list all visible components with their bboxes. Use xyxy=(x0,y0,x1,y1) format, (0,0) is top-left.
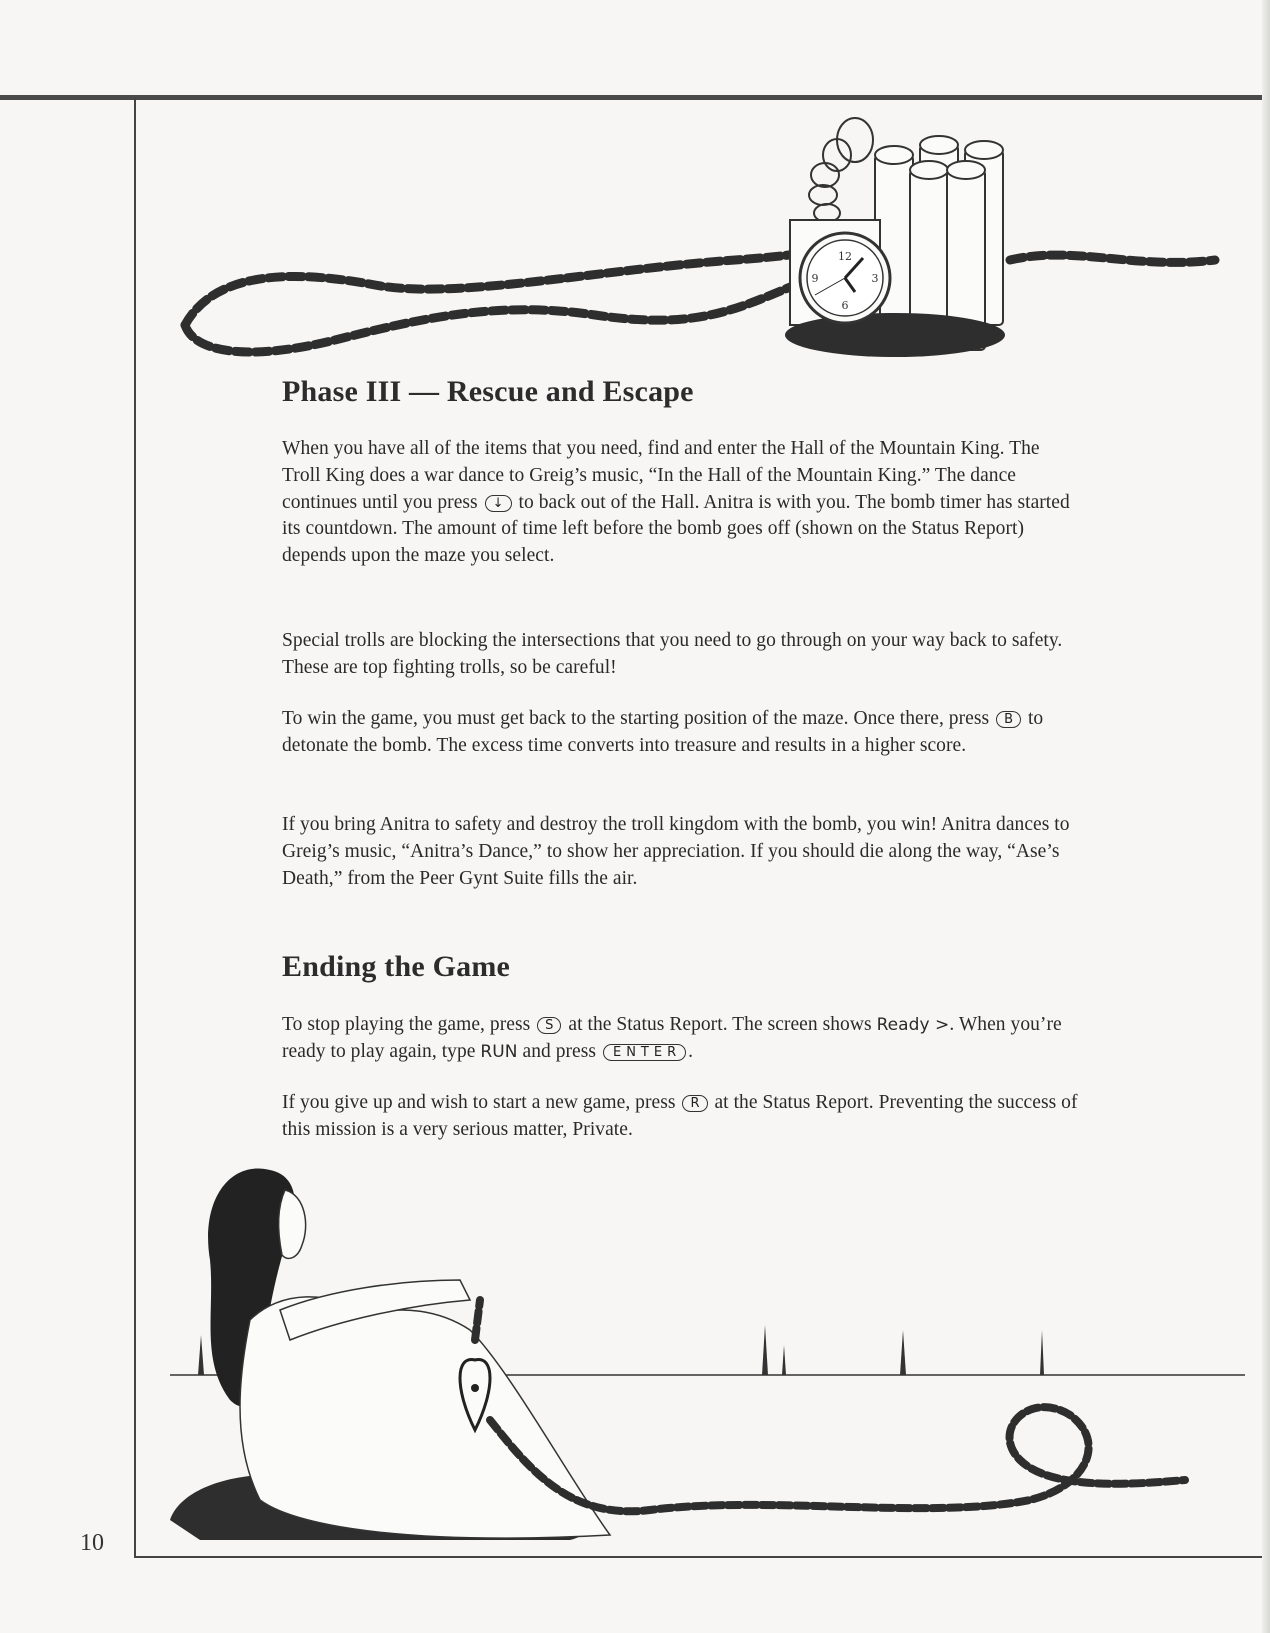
paragraph-victory: If you bring Anitra to safety and destroy the troll kingdom with the bomb, you win! Anitra dances to Greig’s music, “Anitra’s Dance,” to show her appreciation. If you should die along the way, “Ase’s Death,” from the Peer Gynt Suite fills the air. xyxy=(282,814,1070,889)
clock-numeral-3: 3 xyxy=(871,272,879,285)
margin-rule xyxy=(134,98,136,1558)
chain-bottom xyxy=(475,1300,1185,1511)
paragraph-hall-of-mountain-king xyxy=(282,436,1082,570)
text: To win the game, you must get back to the starting position of the maze. Once there, press xyxy=(282,708,990,729)
text: at the Status Report. Preventing the success of this mission is a very serious matter, Private. xyxy=(282,1092,1078,1140)
heading-ending-the-game: Ending the Game xyxy=(282,950,511,983)
paragraph-new-game xyxy=(282,1090,1082,1144)
text: at the Status Report. The screen shows xyxy=(568,1014,872,1035)
text: . When you’re ready to play again, type xyxy=(282,1014,1062,1062)
down-arrow-key: ↓ xyxy=(485,495,512,512)
b-key: B xyxy=(996,711,1021,728)
paragraph-stop-playing xyxy=(282,1012,1082,1066)
face xyxy=(279,1190,306,1258)
clock-numeral-6: 6 xyxy=(841,299,849,312)
run-command-text: RUN xyxy=(480,1041,518,1062)
chain-top xyxy=(185,247,1215,352)
paragraph-special-trolls: Special trolls are blocking the intersections that you need to go through on your way back to safety. These are top fighting trolls, so be careful! xyxy=(282,630,1063,678)
clock-numeral-9: 9 xyxy=(811,272,819,285)
alarm-clock xyxy=(800,233,890,323)
anitra-illustration xyxy=(170,1140,1245,1555)
heading-phase-3: Phase III — Rescue and Escape xyxy=(282,375,694,408)
page-edge xyxy=(1262,0,1270,1633)
text: to back out of the Hall. Anitra is with you. The bomb timer has started its countdown. The amount of time left before the bomb goes off (shown on the Status Report) depends upon the maze you select. xyxy=(282,491,1070,567)
clock-numeral-12: 12 xyxy=(838,250,852,263)
enter-key: ENTER xyxy=(603,1044,686,1061)
screen-prompt-text: Ready > xyxy=(876,1015,950,1035)
r-key: R xyxy=(682,1095,707,1112)
text: to detonate the bomb. The excess time converts into treasure and results in a higher score. xyxy=(282,708,1044,756)
text: When you have all of the items that you need, find and enter the Hall of the Mountain King. The Troll King does a war dance to Greig’s music, “In the Hall of the Mountain King.” The dance continues until you press xyxy=(282,438,1040,513)
footer-rule xyxy=(134,1556,1270,1558)
bomb-illustration xyxy=(175,110,1235,380)
text: and press xyxy=(522,1040,597,1062)
paragraph-win-condition xyxy=(282,706,1082,760)
page-number: 10 xyxy=(80,1530,104,1556)
bomb-shadow xyxy=(785,313,1005,357)
s-key: S xyxy=(537,1017,561,1034)
text: If you give up and wish to start a new game, press xyxy=(282,1092,676,1113)
text: . xyxy=(688,1040,694,1062)
text: To stop playing the game, press xyxy=(282,1014,531,1035)
fuse-coil xyxy=(809,118,873,222)
header-rule xyxy=(0,95,1270,100)
